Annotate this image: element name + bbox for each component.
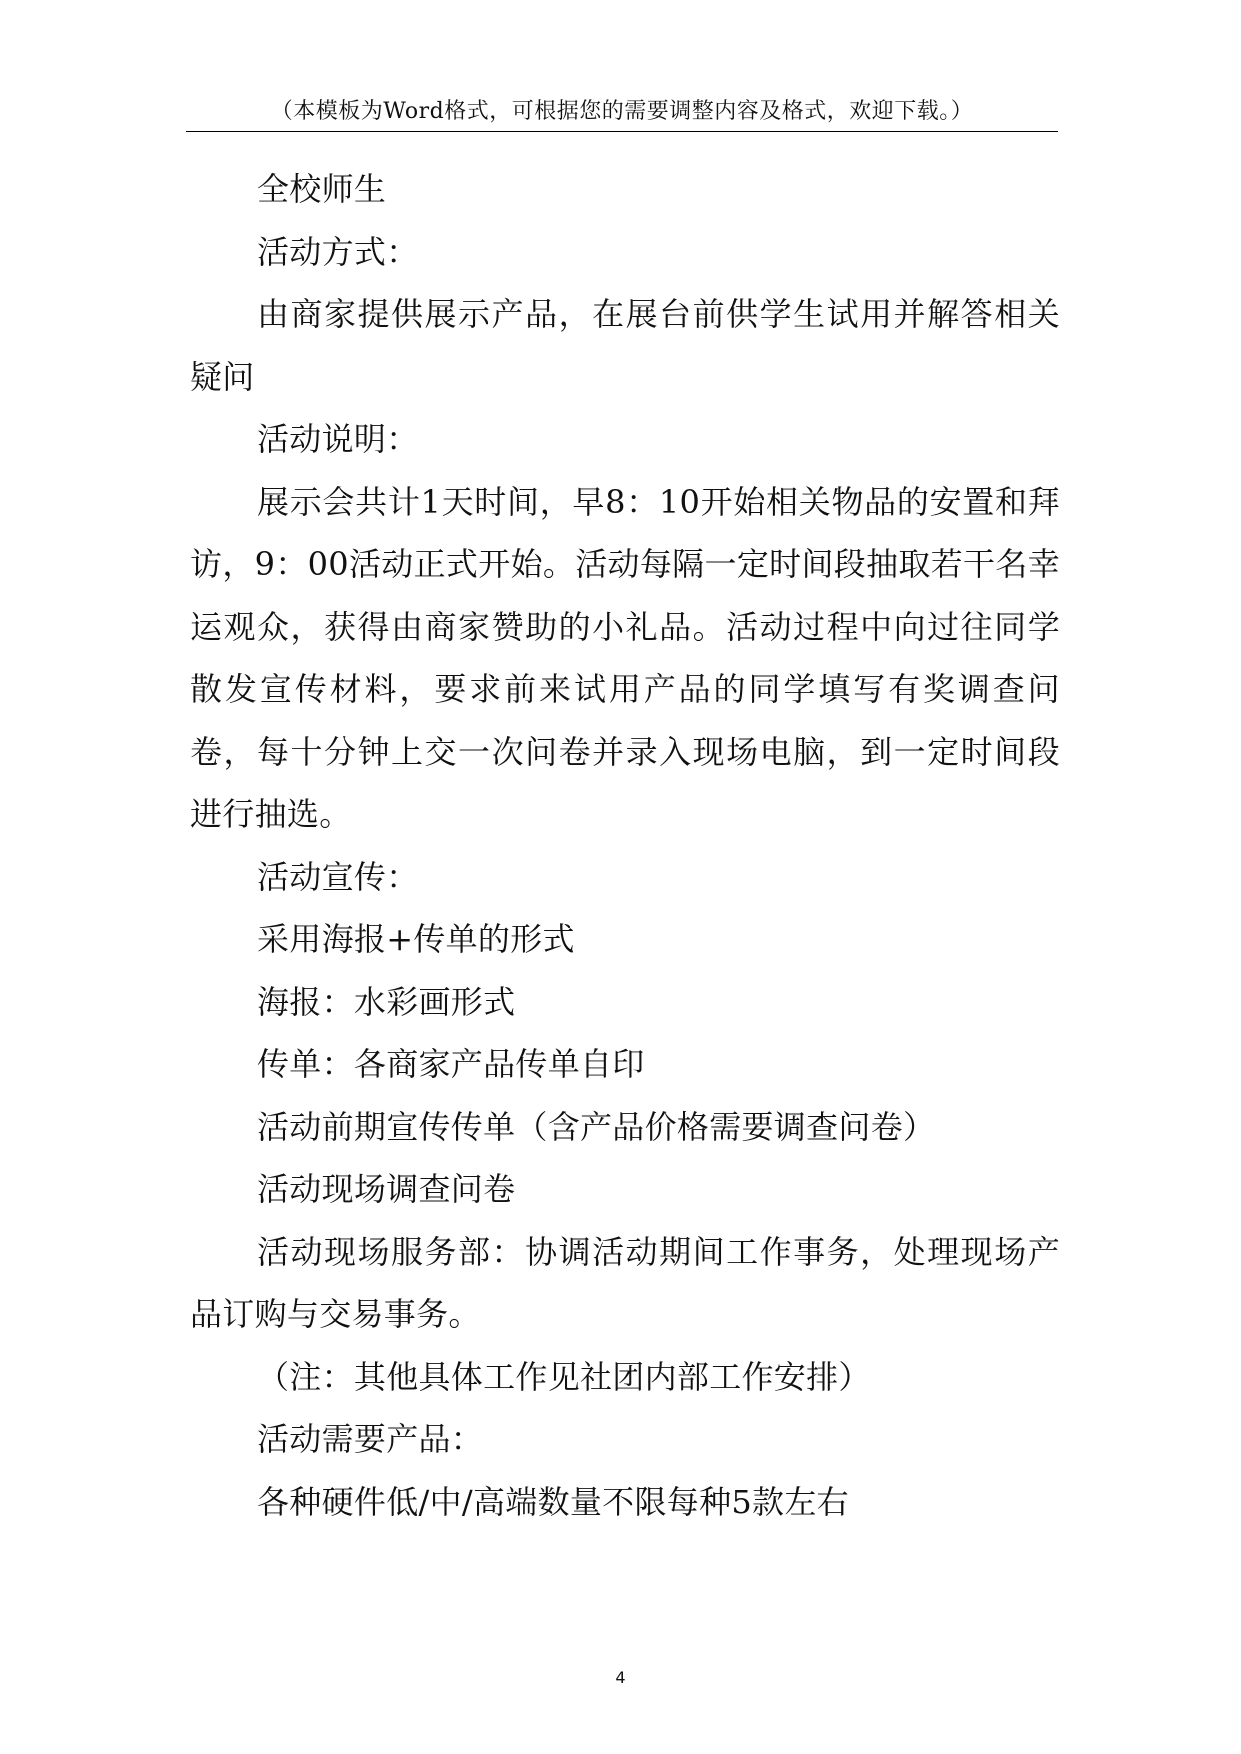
page-header-note: （本模板为Word格式，可根据您的需要调整内容及格式，欢迎下载。） — [270, 99, 974, 124]
heading-required-products: 活动需要产品： — [257, 1420, 484, 1458]
heading-activity-description: 活动说明： — [257, 420, 419, 458]
document-body — [190, 158, 1060, 1533]
paragraph-required-products: 各种硬件低/中/高端数量不限每种5款左右 — [257, 1482, 849, 1521]
paragraph-activity-method: 由商家提供展示产品，在展台前供学生试用并解答相关疑问 — [190, 295, 1060, 396]
paragraph-onsite-survey: 活动现场调查问卷 — [257, 1170, 516, 1208]
header-divider — [186, 131, 1058, 132]
paragraph-flyer: 传单：各商家产品传单自印 — [257, 1045, 645, 1083]
paragraph-promotion-format: 采用海报+传单的形式 — [257, 920, 575, 958]
paragraph-participants: 全校师生 — [257, 170, 387, 208]
paragraph-poster: 海报：水彩画形式 — [257, 982, 516, 1021]
heading-activity-promotion: 活动宣传： — [257, 857, 419, 896]
paragraph-activity-description: 展示会共计1天时间，早8：10开始相关物品的安置和拜访，9：00活动正式开始。活动每隔一定时间段抽取若干名幸运观众，获得由商家赞助的小礼品。活动过程中向过往同学散发宣传材料，要求前来试用产品的同学填写有奖调查问卷，每十分钟上交一次问卷并录入现场电脑，到一定时间段进行抽选。 — [190, 482, 1060, 833]
page-number: 4 — [615, 1668, 626, 1687]
paragraph-service-department: 活动现场服务部：协调活动期间工作事务，处理现场产品订购与交易事务。 — [190, 1232, 1060, 1333]
heading-activity-method: 活动方式： — [257, 232, 419, 271]
paragraph-pre-event-flyer: 活动前期宣传传单（含产品价格需要调查问卷） — [257, 1107, 936, 1146]
paragraph-note: （注：其他具体工作见社团内部工作安排） — [257, 1357, 871, 1396]
